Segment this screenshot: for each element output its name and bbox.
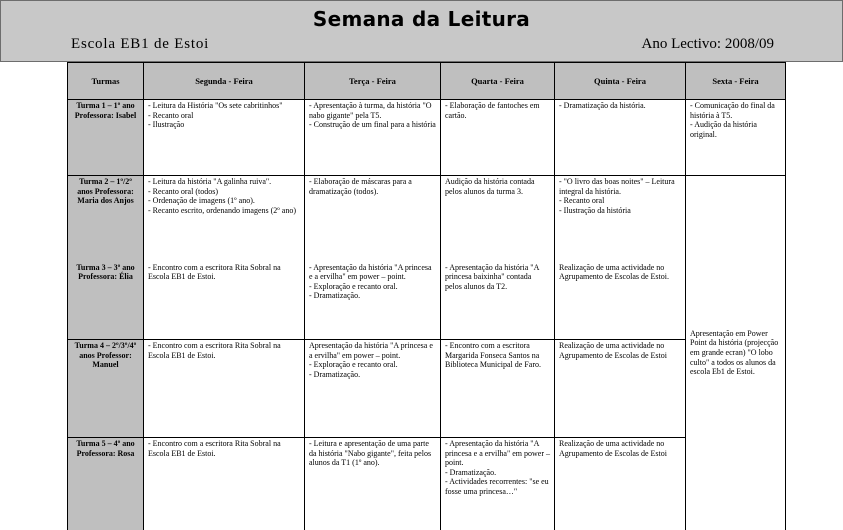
school-year: Ano Lectivo: 2008/09 xyxy=(641,36,774,52)
table-row xyxy=(68,438,786,530)
segunda-cell: - Leitura da história "A galinha ruiva". - Recanto oral (todos) - Ordenação de imagens (1º ano). - Recanto escrito, ordenando imagens (2º ano) xyxy=(144,176,305,262)
turma-cell: Turma 3 – 3º ano Professora: Élia xyxy=(68,262,144,340)
segunda-cell: - Encontro com a escritora Rita Sobral na Escola EB1 de Estoi. xyxy=(144,340,305,438)
sexta-cell: - Comunicação do final da história à T5. - Audição da história original. xyxy=(686,100,786,176)
quarta-cell: - Encontro com a escritora Margarida Fonseca Santos na Biblioteca Municipal de Faro. xyxy=(441,340,555,438)
terca-cell: - Leitura e apresentação de uma parte da história "Nabo gigante", feita pelos alunos da T1 (1º ano). xyxy=(305,438,441,530)
header-row xyxy=(68,63,786,100)
table-row xyxy=(68,100,786,176)
terca-cell: - Apresentação da história "A princesa e a ervilha" em power – point. - Exploração e recanto oral. - Dramatização. xyxy=(305,262,441,340)
quarta-cell: - Elaboração de fantoches em cartão. xyxy=(441,100,555,176)
col-segunda: Segunda - Feira xyxy=(144,63,305,100)
segunda-cell: - Encontro com a escritora Rita Sobral na Escola EB1 de Estoi. xyxy=(144,438,305,530)
page-header xyxy=(0,0,843,62)
terca-cell: Apresentação da história "A princesa e a ervilha" em power – point. - Exploração e recanto oral. - Dramatização. xyxy=(305,340,441,438)
table-row xyxy=(68,340,786,438)
quarta-cell: - Apresentação da história "A princesa e a ervilha" em power – point. - Dramatização. - Actividades recorrentes: "se eu fosse uma princesa…" xyxy=(441,438,555,530)
col-quinta: Quinta - Feira xyxy=(555,63,686,100)
school-name: Escola EB1 de Estoi xyxy=(71,36,210,52)
page-title: Semana da Leitura xyxy=(312,7,531,31)
table-row xyxy=(68,262,786,340)
quarta-cell: - Apresentação da história "A princesa baixinha" contada pelos alunos da T2. xyxy=(441,262,555,340)
segunda-cell: - Leitura da História "Os sete cabritinhos" - Recanto oral - Ilustração xyxy=(144,100,305,176)
quinta-cell: - Dramatização da história. xyxy=(555,100,686,176)
col-terca: Terça - Feira xyxy=(305,63,441,100)
col-sexta: Sexta - Feira xyxy=(686,63,786,100)
quinta-cell: Realização de uma actividade no Agrupamento de Escolas de Estoi. xyxy=(555,262,686,340)
schedule-table xyxy=(67,62,786,530)
col-turmas: Turmas xyxy=(68,63,144,100)
terca-cell: - Elaboração de máscaras para a dramatização (todos). xyxy=(305,176,441,262)
quinta-cell: Realização de uma actividade no Agrupamento de Escolas de Estoi xyxy=(555,340,686,438)
sexta-shared-cell: Apresentação em Power Point da história (projecção em grande ecran) "O lobo culto" a todos os alunos da escola Eb1 de Estoi. xyxy=(686,176,786,530)
turma-cell: Turma 1 – 1º ano Professora: Isabel xyxy=(68,100,144,176)
segunda-cell: - Encontro com a escritora Rita Sobral na Escola EB1 de Estoi. xyxy=(144,262,305,340)
turma-cell: Turma 4 – 2º/3º/4º anos Professor: Manuel xyxy=(68,340,144,438)
turma-cell: Turma 2 – 1º/2º anos Professora: Maria dos Anjos xyxy=(68,176,144,262)
terca-cell: - Apresentação à turma, da história "O nabo gigante" pela T5. - Construção de um final para a história xyxy=(305,100,441,176)
turma-cell: Turma 5 – 4º ano Professora: Rosa xyxy=(68,438,144,530)
quinta-cell: Realização de uma actividade no Agrupamento de Escolas de Estoi xyxy=(555,438,686,530)
quinta-cell: - "O livro das boas noites" – Leitura integral da história. - Recanto oral - Ilustração da história xyxy=(555,176,686,262)
quarta-cell: Audição da história contada pelos alunos da turma 3. xyxy=(441,176,555,262)
col-quarta: Quarta - Feira xyxy=(441,63,555,100)
table-row xyxy=(68,176,786,262)
